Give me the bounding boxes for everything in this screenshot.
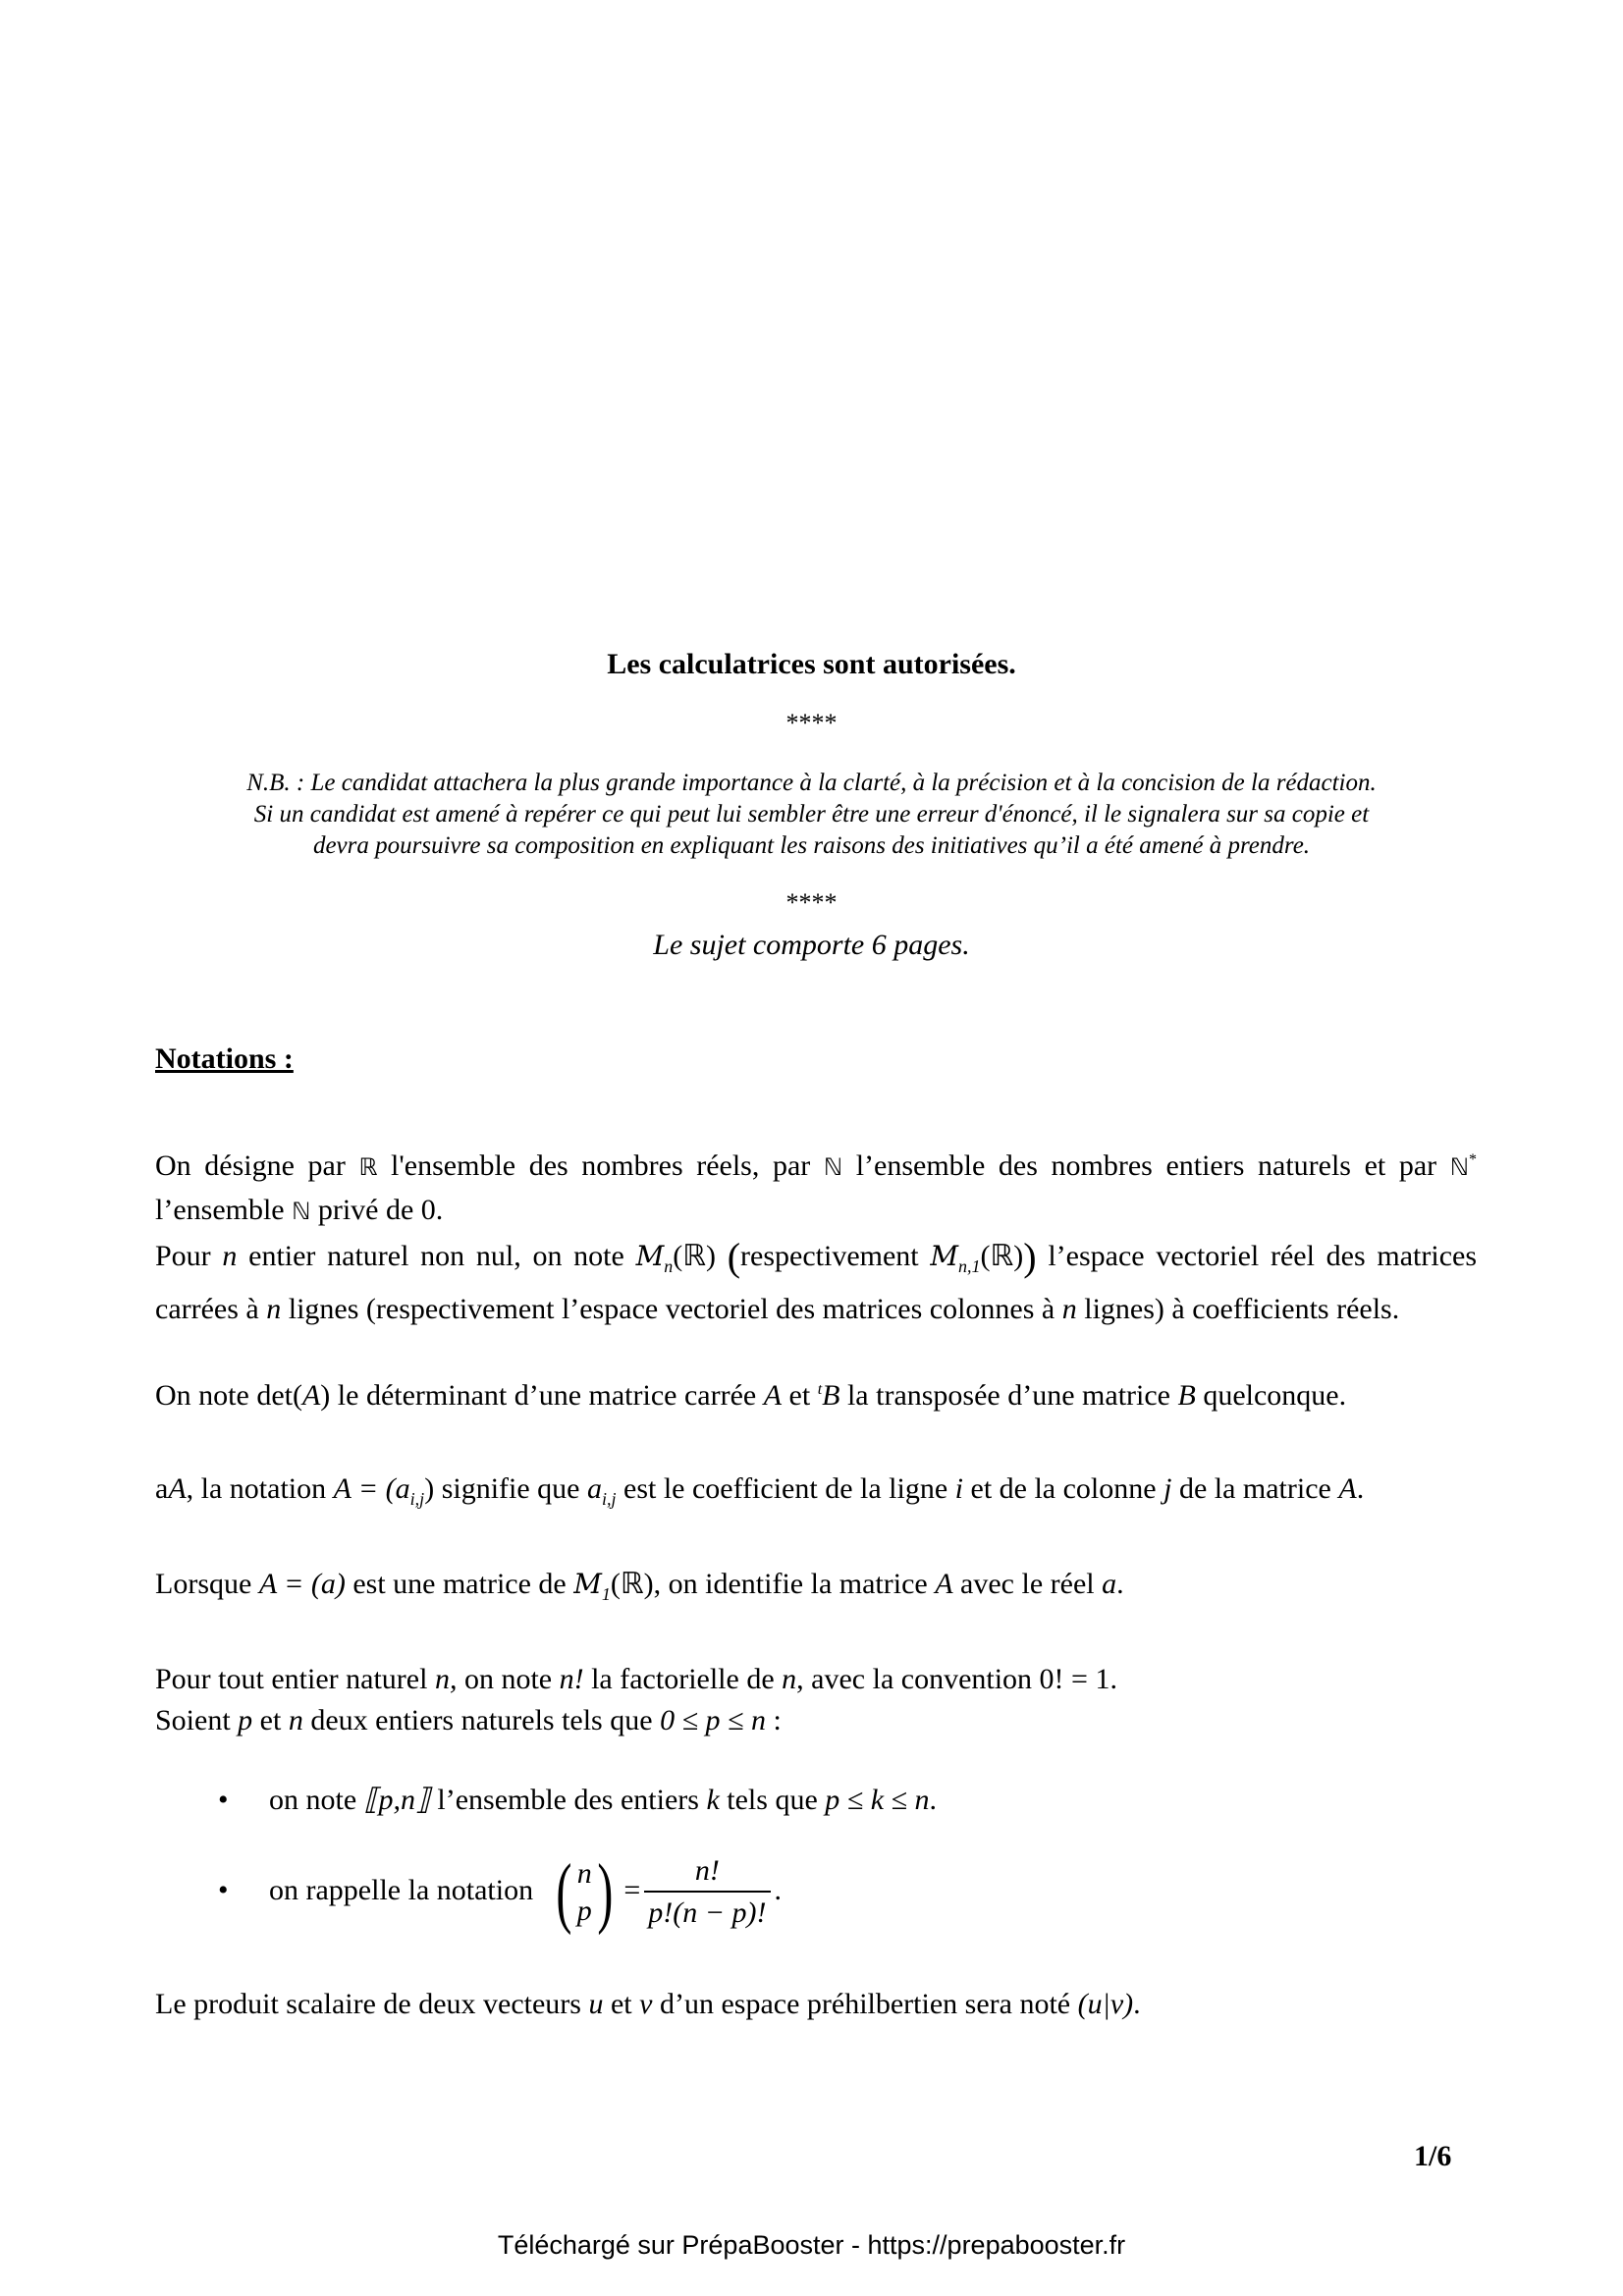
- math-var: A: [1338, 1472, 1357, 1505]
- math-var: (ℝ): [610, 1568, 654, 1600]
- nb-line: devra poursuivre sa composition en expliquant les raisons des initiatives qu’il a été amené à prendre.: [312, 832, 1311, 859]
- text: .: [1116, 1568, 1124, 1600]
- pages-note: Le sujet comporte 6 pages.: [653, 929, 970, 961]
- subscript: n,1: [958, 1256, 981, 1276]
- text: d’un espace préhilbertien sera noté: [652, 1988, 1078, 2020]
- paren: ): [424, 1472, 435, 1505]
- paragraph-inner-product: [155, 1983, 1477, 2026]
- text: avec le réel: [952, 1568, 1103, 1600]
- paragraph-determinant: [155, 1367, 1477, 1418]
- page-number: 1/6: [1414, 2140, 1452, 2172]
- math-var: v: [639, 1988, 653, 2020]
- text: est le coefficient de la ligne: [616, 1472, 955, 1505]
- fraction: [644, 1851, 770, 1934]
- text: , la notation: [186, 1472, 334, 1505]
- reals-symbol: ℝ: [358, 1153, 378, 1181]
- separator: ****: [785, 888, 838, 917]
- text: Pour: [155, 1240, 223, 1272]
- binomial-coefficient: [551, 1849, 618, 1936]
- text: et de la colonne: [963, 1472, 1164, 1505]
- calculators-notice: Les calculatrices sont autorisées.: [607, 648, 1016, 680]
- bullet-icon: •: [218, 1873, 229, 1906]
- text: et: [782, 1379, 818, 1412]
- binomial-stack: [577, 1855, 592, 1930]
- text: l’ensemble des nombres entiers naturels et par: [842, 1149, 1450, 1182]
- fraction-denominator: p!(n − p)!: [644, 1891, 770, 1934]
- text: on rappelle la notation: [269, 1873, 534, 1906]
- text: lignes) à coefficients réels.: [1076, 1293, 1400, 1325]
- text: On note det(: [155, 1379, 302, 1412]
- math-var: (ℝ): [980, 1240, 1024, 1272]
- math-var: a: [587, 1472, 602, 1505]
- text: privé de 0.: [310, 1194, 444, 1226]
- naturals-symbol: ℕ: [823, 1153, 843, 1181]
- subscript: 1: [601, 1584, 611, 1604]
- math-var: A: [935, 1568, 953, 1600]
- text: :: [766, 1704, 782, 1736]
- math-var: a: [1102, 1568, 1117, 1600]
- text: Le produit scalaire de deux vecteurs: [155, 1988, 589, 2020]
- math-var: B: [822, 1379, 840, 1412]
- math-var: k: [706, 1784, 720, 1816]
- math-var: p: [238, 1704, 253, 1736]
- section-heading: Notations :: [155, 1042, 294, 1075]
- math-expr: p ≤ k ≤ n: [825, 1784, 930, 1816]
- nb-line: N.B. : Le candidat attachera la plus grande importance à la clarté, à la précision et à la concision de la rédaction.: [246, 770, 1377, 796]
- text: l’ensemble des entiers: [429, 1784, 707, 1816]
- math-var: A: [763, 1379, 783, 1412]
- text: .: [774, 1873, 782, 1906]
- text: tels que: [719, 1784, 826, 1816]
- math-expr: A = (a): [258, 1568, 346, 1600]
- transpose-superscript: t: [817, 1381, 823, 1398]
- text: signifie que: [434, 1472, 587, 1505]
- math-var: n: [266, 1293, 282, 1325]
- paragraph-factorial: [155, 1659, 1477, 1741]
- equals-sign: =: [623, 1873, 641, 1906]
- download-footer: Téléchargé sur PrépaBooster - https://prepabooster.fr: [497, 2230, 1126, 2260]
- text: On désigne par: [155, 1149, 359, 1182]
- text: de la matrice: [1171, 1472, 1339, 1505]
- math-var: n: [1061, 1293, 1077, 1325]
- text: l'ensemble des nombres réels, par: [377, 1149, 824, 1182]
- binomial-bottom: p: [576, 1895, 592, 1927]
- text: quelconque.: [1195, 1379, 1347, 1412]
- text: et: [252, 1704, 289, 1736]
- text: et: [603, 1988, 640, 2020]
- star-superscript: *: [1468, 1151, 1477, 1168]
- left-paren-icon: (: [556, 1849, 572, 1936]
- text: .: [1133, 1988, 1141, 2020]
- list-item: [218, 1783, 937, 1817]
- text: on note: [457, 1663, 560, 1695]
- nb-notice: [0, 768, 1623, 862]
- integer-interval: ⟦p,n⟧: [363, 1784, 430, 1816]
- nb-line: Si un candidat est amené à repérer ce qui peut lui sembler être une erreur d'énoncé, il le signalera sur sa copie et: [253, 801, 1370, 828]
- math-var: (ℝ): [673, 1240, 716, 1272]
- binomial-top: n: [576, 1857, 592, 1890]
- paren: (: [727, 1235, 741, 1279]
- text: entier naturel non nul, on note: [237, 1240, 636, 1272]
- text: , on identifie la matrice: [653, 1568, 936, 1600]
- matrix-space-symbol: M: [573, 1568, 602, 1600]
- inner-product: (u|v): [1077, 1988, 1134, 2020]
- math-var: u: [588, 1988, 604, 2020]
- text: Pour tout entier naturel: [155, 1663, 435, 1695]
- paragraph-coefficients: [155, 1463, 1477, 1525]
- text: deux entiers naturels tels que: [302, 1704, 661, 1736]
- bullet-icon: •: [218, 1784, 229, 1816]
- text: lignes (respectivement l’espace vectoriel des matrices colonnes à: [281, 1293, 1062, 1325]
- subscript: i,j: [602, 1489, 617, 1509]
- right-paren-icon: ): [597, 1849, 614, 1936]
- text: l’ensemble: [155, 1194, 293, 1226]
- subscript: i,j: [409, 1489, 425, 1509]
- math-expr: A = (a: [333, 1472, 410, 1505]
- integers-line: [155, 1700, 1477, 1741]
- text: Soient: [155, 1704, 239, 1736]
- math-var: n: [288, 1704, 303, 1736]
- math-var: B: [1177, 1379, 1196, 1412]
- math-var: n: [222, 1240, 238, 1272]
- separator: ****: [785, 709, 838, 737]
- naturals-symbol: ℕ: [292, 1198, 311, 1225]
- factorial-line: [155, 1659, 1477, 1700]
- math-expr: n!: [559, 1663, 584, 1695]
- matrix-space-symbol: M: [930, 1240, 959, 1272]
- math-expr: 0 ≤ p ≤ n: [660, 1704, 766, 1736]
- text: est une matrice de: [345, 1568, 574, 1600]
- paragraph-sets: [155, 1139, 1477, 1233]
- text: la factorielle de: [583, 1663, 783, 1695]
- text: respectivement: [740, 1240, 931, 1272]
- math-var: n,: [434, 1663, 458, 1695]
- subscript: n: [664, 1256, 674, 1276]
- paragraph-identification: [155, 1563, 1477, 1616]
- fraction-numerator: n!: [694, 1854, 720, 1887]
- math-var: j: [1163, 1472, 1172, 1505]
- text: l’espace vectoriel réel des matrices carrées à: [155, 1240, 1478, 1325]
- math-var: n: [782, 1663, 797, 1695]
- math-var: i: [954, 1472, 963, 1505]
- text: Lorsque: [155, 1568, 259, 1600]
- list-item: [218, 1851, 782, 1934]
- naturals-symbol: ℕ: [1449, 1153, 1469, 1181]
- text: .: [1356, 1472, 1365, 1505]
- text: ) le déterminant d’une matrice carrée: [320, 1379, 764, 1412]
- text: on note: [269, 1784, 364, 1816]
- text: .: [929, 1784, 938, 1816]
- text: , avec la convention 0! = 1.: [796, 1663, 1117, 1695]
- paragraph-matrices: [155, 1235, 1477, 1331]
- paren: ): [1023, 1235, 1037, 1279]
- text: la transposée d’une matrice: [839, 1379, 1178, 1412]
- text: a: [155, 1472, 169, 1505]
- matrix-space-symbol: M: [635, 1240, 665, 1272]
- math-var: A: [301, 1379, 321, 1412]
- math-var: A: [168, 1472, 187, 1505]
